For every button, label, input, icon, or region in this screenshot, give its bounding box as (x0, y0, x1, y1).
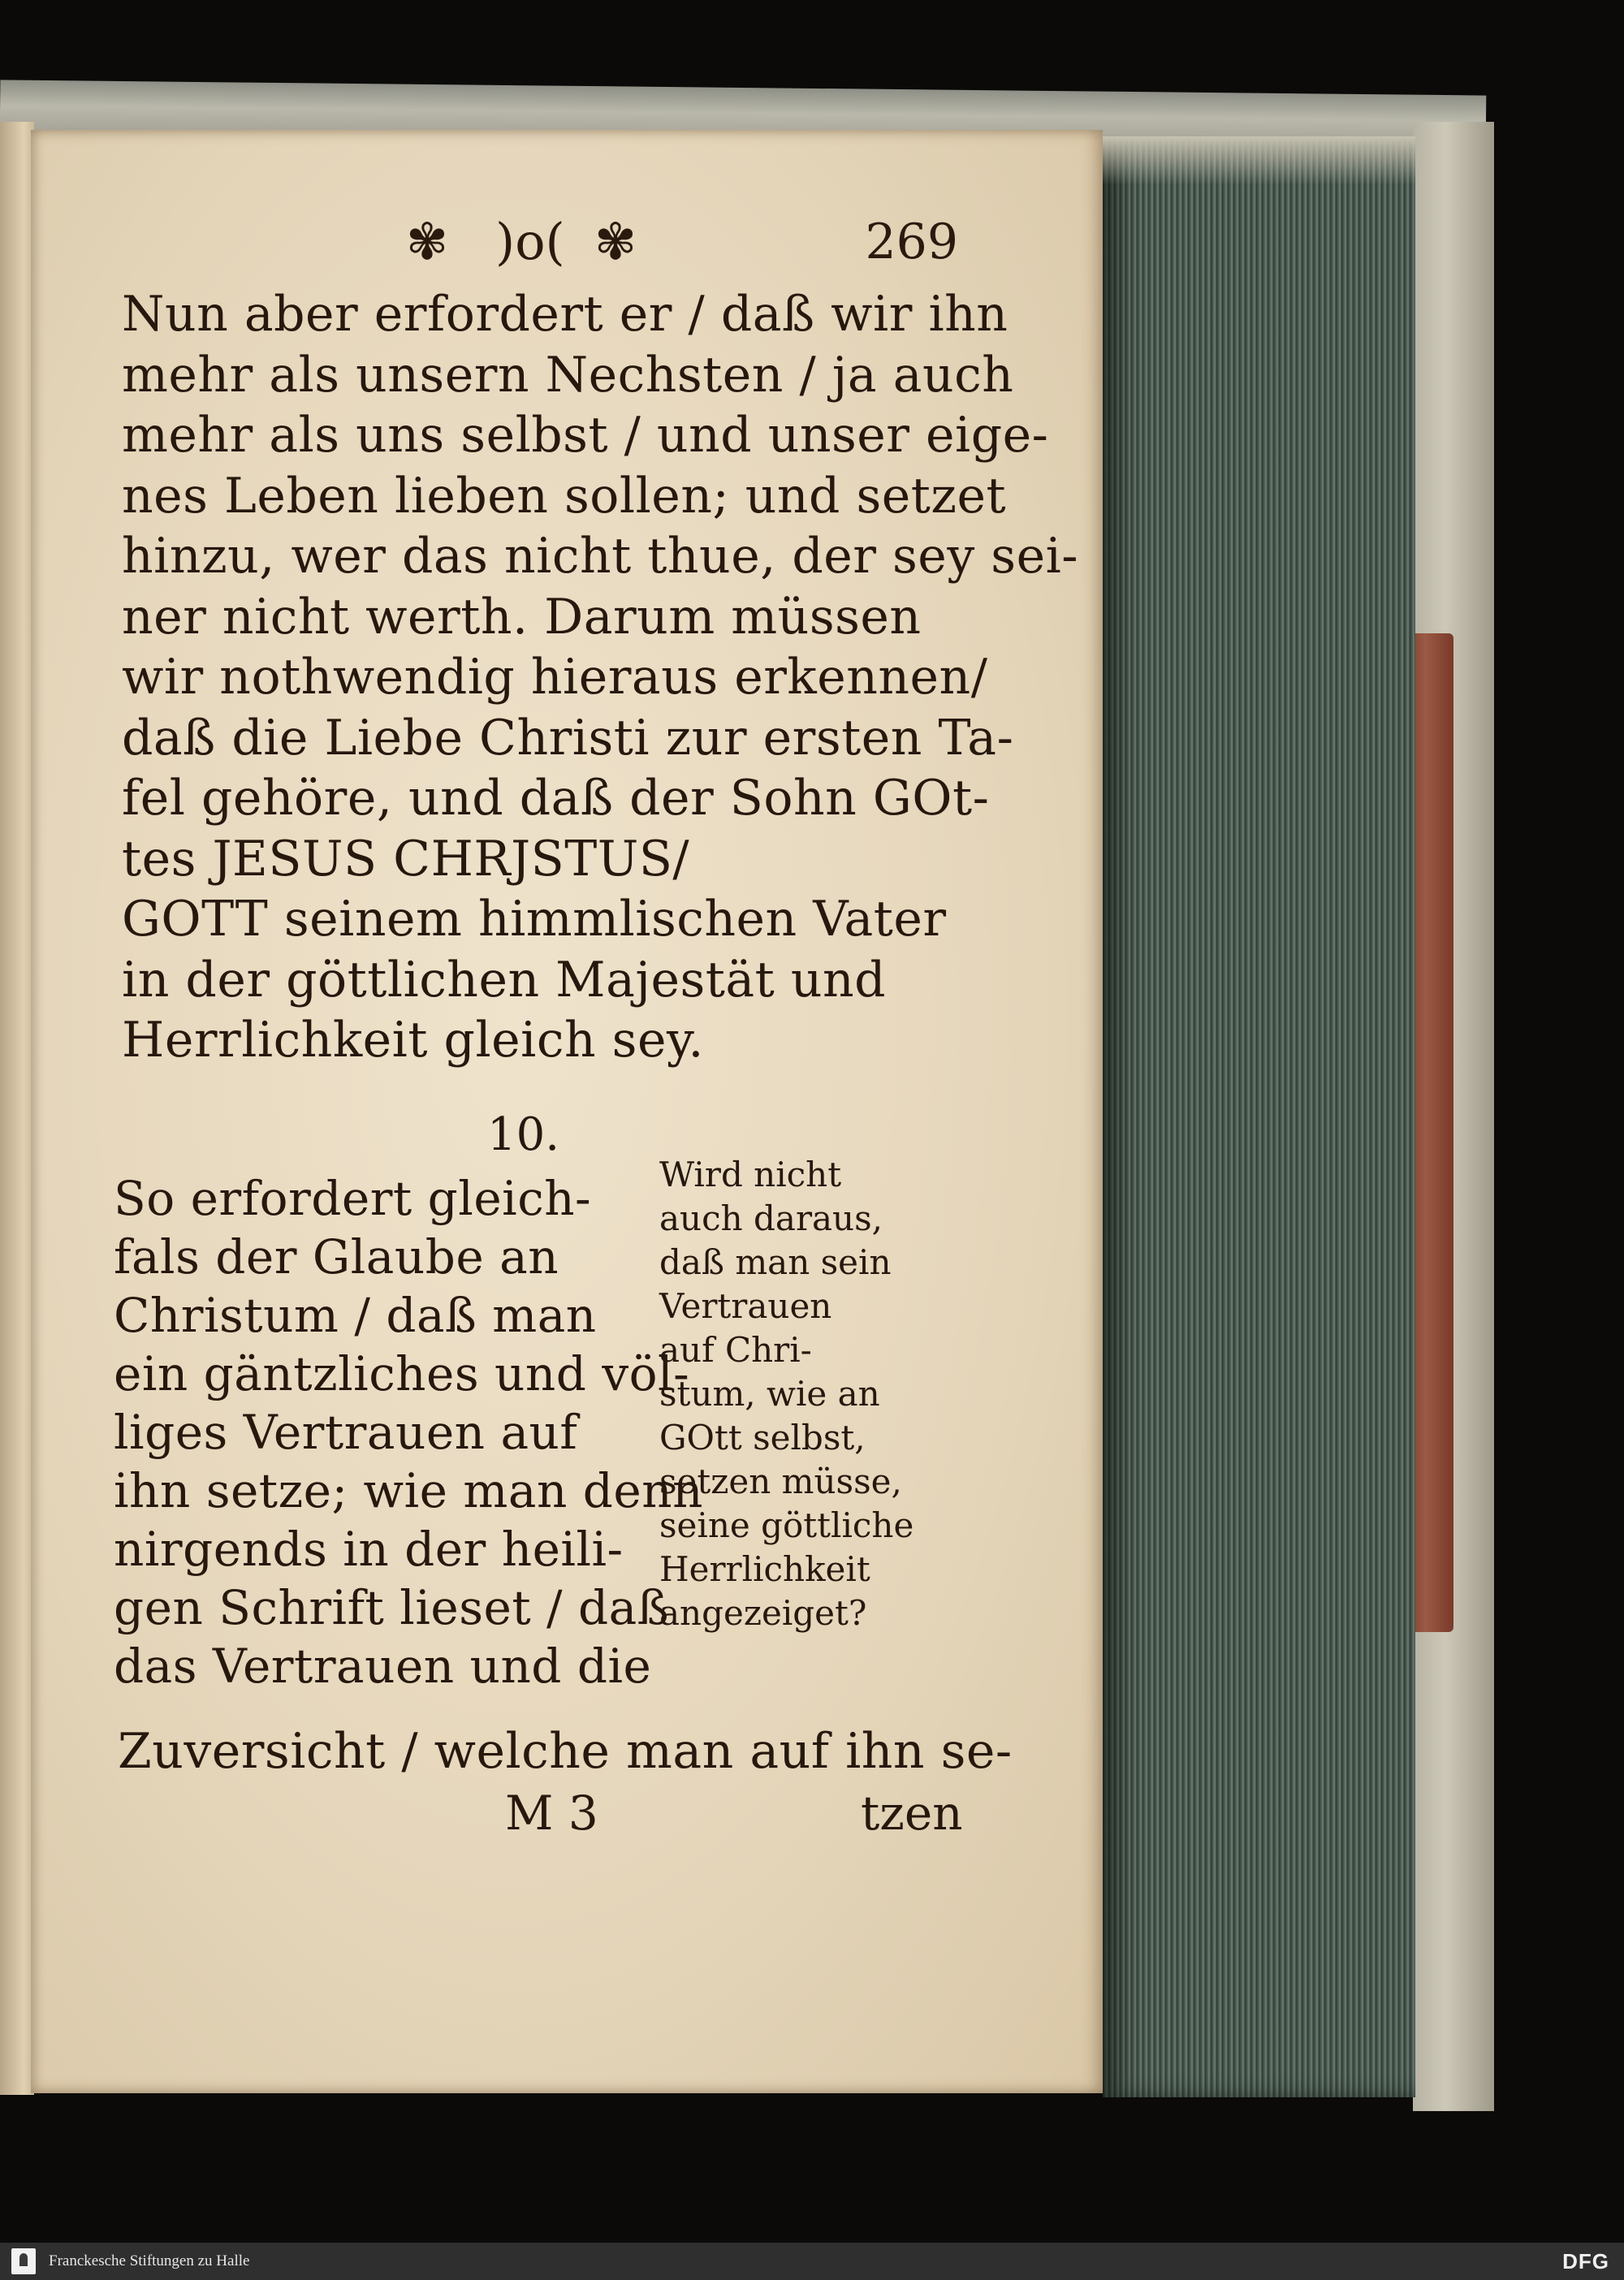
text-line: gen Schrift lieset / daß (114, 1580, 669, 1635)
signature-mark: M 3 (505, 1786, 598, 1841)
text-line: GOTT seinem himmlischen Vater (122, 891, 947, 948)
margin-note-line: Vertrauen (659, 1286, 832, 1326)
text-line: daß die Liebe Christi zur ersten Ta- (122, 709, 1014, 766)
text-line: fals der Glaube an (114, 1229, 559, 1285)
text-line: nes Leben lieben sollen; und setzet (122, 467, 1007, 525)
final-text-line (118, 1721, 1013, 1781)
text-line: ihn setze; wie man denn (114, 1463, 703, 1518)
text-line: nirgends in der heili- (114, 1522, 624, 1577)
catchword: tzen (861, 1786, 963, 1841)
page-number: 269 (865, 214, 958, 270)
text-line: ein gäntzliches und völ- (114, 1346, 690, 1401)
text-line: Herrlichkeit gleich sey. (122, 1012, 704, 1069)
margin-note-line: auf Chri- (659, 1330, 812, 1370)
text-line: tes JESUS CHRJSTUS/ (122, 830, 690, 887)
text-line: liges Vertrauen auf (114, 1405, 578, 1460)
page-fore-edge-highlight (1103, 136, 1415, 185)
margin-note-line: Wird nicht (659, 1155, 842, 1194)
margin-note (659, 1153, 914, 1635)
page-header (406, 209, 958, 274)
main-paragraph (122, 284, 1078, 1071)
margin-note-line: stum, wie an (659, 1374, 880, 1414)
margin-note-line: setzen müsse, (659, 1462, 902, 1501)
text-line: Nun aber erfordert er / daß wir ihn (122, 286, 1009, 343)
text-line: ner nicht werth. Darum müssen (122, 588, 922, 646)
margin-note-line: angezeiget? (659, 1593, 867, 1633)
section-paragraph (114, 1169, 703, 1695)
facing-page-edge (0, 122, 34, 2095)
margin-note-line: GOtt selbst, (659, 1418, 866, 1457)
margin-note-line: seine göttliche (659, 1505, 914, 1545)
dfg-logo[interactable]: DFG (1562, 2249, 1609, 2274)
text-line: Christum / daß man (114, 1288, 597, 1343)
margin-note-line: auch daraus, (659, 1198, 883, 1238)
text-line: mehr als unsern Nechsten / ja auch (122, 346, 1014, 404)
margin-note-line: Herrlichkeit (659, 1549, 870, 1589)
text-line: das Vertrauen und die (114, 1639, 652, 1694)
institution-name: Franckesche Stiftungen zu Halle (49, 2252, 250, 2269)
section-number: 10. (487, 1108, 560, 1161)
header-ornament-mid: )o( (495, 212, 565, 271)
text-line: wir nothwendig hieraus erkennen/ (122, 649, 988, 706)
page-fore-edge (1103, 136, 1415, 2097)
footer-bar (0, 2243, 1624, 2280)
text-line: fel gehöre, und daß der Sohn GOt- (122, 770, 990, 827)
text-line: Zuversicht / welche man auf ihn se- (118, 1723, 1013, 1780)
text-line: So erfordert gleich- (114, 1171, 592, 1226)
margin-note-line: daß man sein (659, 1242, 892, 1282)
flower-ornament-icon: ✾ (406, 212, 448, 271)
flower-ornament-icon: ✾ (594, 212, 637, 271)
text-line: in der göttlichen Majestät und (122, 951, 887, 1008)
institution-logo-icon[interactable] (11, 2248, 36, 2274)
text-line: mehr als uns selbst / und unser eige- (122, 407, 1049, 464)
text-line: hinzu, wer das nicht thue, der sey sei- (122, 528, 1079, 585)
